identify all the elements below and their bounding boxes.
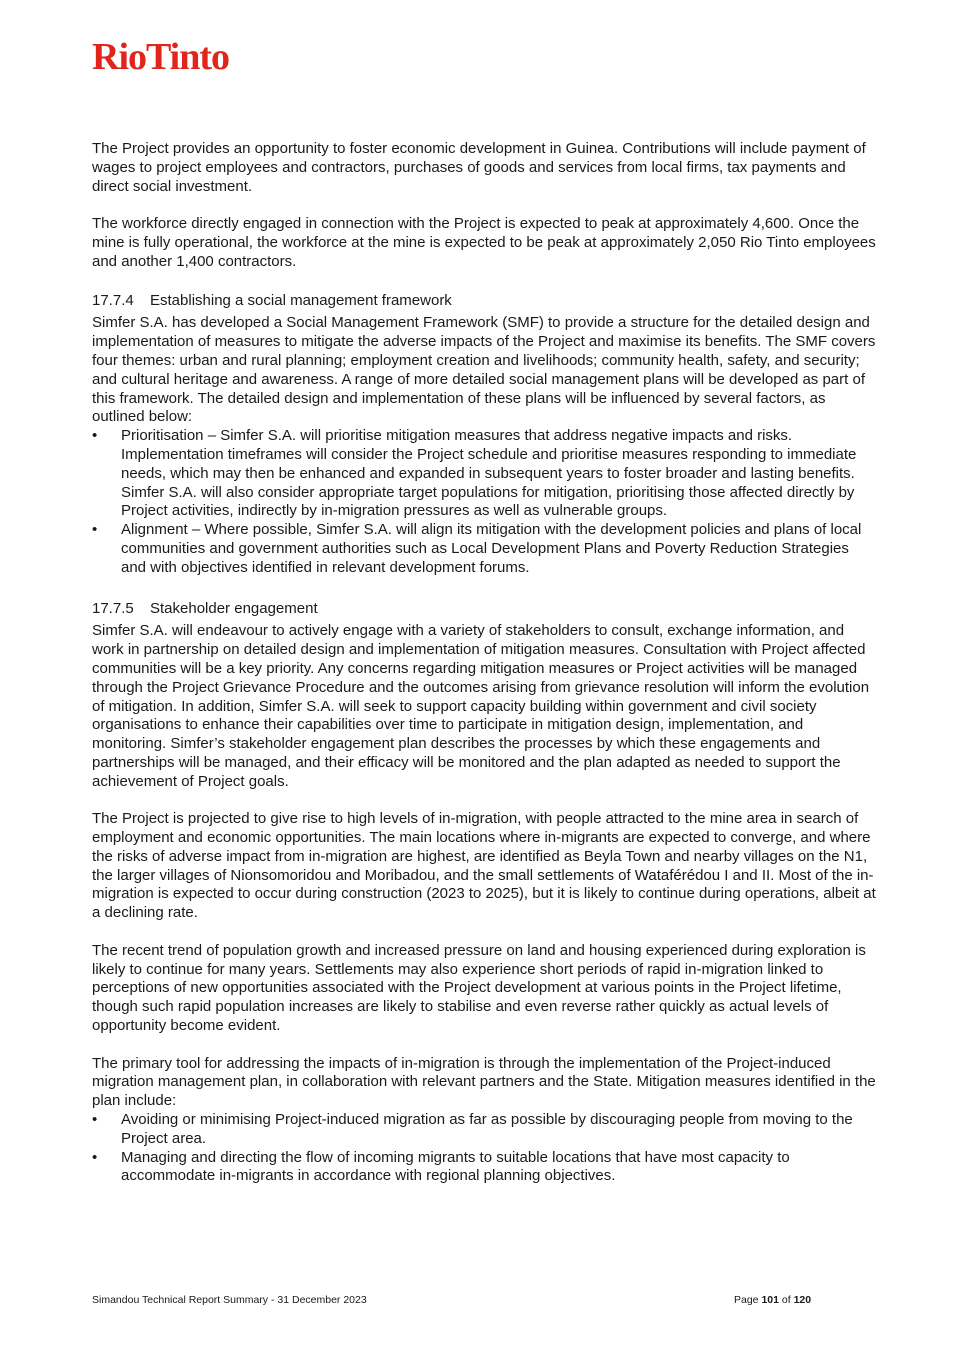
- page-prefix: Page: [734, 1294, 759, 1306]
- list-item: • Avoiding or minimising Project-induced migration as far as possible by discouraging people from moving to the Project area.: [92, 1111, 877, 1149]
- paragraph-stakeholder: Simfer S.A. will endeavour to actively engage with a variety of stakeholders to consult, exchange information, and work in partnership on detailed design and implementation of mitigation measures. Consultation with Project affected communities will be a key priority. Any concerns regarding mitigation measures or Project activities will be managed through the Project Grievance Procedure and the outcomes arising from grievance resolution will inform the evolution of mitigation. In addition, Simfer S.A. will seek to support capacity building within government and civil society organisations to enhance their capabilities over time to participate in mitigation design, implementation, and monitoring. Simfer’s stakeholder engagement plan describes the processes by which these engagements and partnerships will be managed, and their efficacy will be monitored and the plan adapted as needed to support the achievement of Project goals.: [92, 622, 870, 790]
- section-title: Establishing a social management framework: [150, 291, 452, 309]
- footer-page-number: [734, 1294, 811, 1306]
- section-heading-17-7-4: [92, 292, 877, 311]
- list-item: • Alignment – Where possible, Simfer S.A. will align its mitigation with the development policies and plans of local communities and government authorities such as Local Development Plans and Poverty Reduction Strategies and with objectives identified in relevant development forums.: [92, 521, 877, 577]
- paragraph-smf: Simfer S.A. has developed a Social Management Framework (SMF) to provide a structure for the detailed design and implementation of measures to mitigate the adverse impacts of the Project and maximise its benefits. The SMF covers four themes: urban and rural planning; employment creation and livelihoods; community health, safety, and security; and cultural heritage and awareness. A range of more detailed social management plans will be developed as part of this framework. The detailed design and implementation of these plans will be influenced by several factors, as outlined below:: [92, 314, 876, 426]
- document-body: [92, 140, 877, 1186]
- paragraph-migration-plan: The primary tool for addressing the impacts of in-migration is through the implementation of the Project-induced migration management plan, in collaboration with relevant partners and the State. Mitigation measures identified in the plan include:: [92, 1054, 876, 1110]
- page-of: of: [781, 1294, 791, 1306]
- paragraph-in-migration: The Project is projected to give rise to high levels of in-migration, with people attracted to the mine area in search of employment and economic opportunities. The main locations where in-migrants are expected to converge, and where the risks of adverse impact from in-migration are highest, are identified as Beyla Town and nearby villages on the N1, the larger villages of Nionsomoridou and Moribadou, and the small settlements of Wataférédou I and II. Most of the in-migration is expected to occur during construction (2023 to 2025), but it is likely to continue during operations, albeit at a declining rate.: [92, 810, 876, 922]
- paragraph-workforce: The workforce directly engaged in connection with the Project is expected to peak at approximately 4,600. Once the mine is fully operational, the workforce at the mine is expected to be peak at approximately 2,050 Rio Tinto employees and another 1,400 contractors.: [92, 215, 876, 270]
- list-item: • Prioritisation – Simfer S.A. will prioritise mitigation measures that address negative impacts and risks. Implementation timeframes will consider the Project schedule and prioritise measures responding to immediate needs, which may then be enhanced and expanded in subsequent years to foster broader and lasting benefits. Simfer S.A. will also consider appropriate target populations for mitigation, prioritising those affected directly by Project activities, indirectly by in-migration pressures as well as vulnerable groups.: [92, 427, 877, 521]
- section-number: 17.7.4: [92, 291, 134, 309]
- section-heading-17-7-5: [92, 600, 877, 619]
- bullet-list-factors: [92, 427, 877, 577]
- list-item: • Managing and directing the flow of incoming migrants to suitable locations that have most capacity to accommodate in-migrants in accordance with regional planning objectives.: [92, 1149, 877, 1187]
- bullet-list-mitigation: [92, 1111, 877, 1186]
- paragraph-economic-development: The Project provides an opportunity to foster economic development in Guinea. Contributions will include payment of wages to project employees and contractors, purchases of goods and services from local firms, tax payments and direct social investment.: [92, 140, 866, 195]
- page-current: 101: [761, 1294, 779, 1306]
- footer-report-title: Simandou Technical Report Summary - 31 December 2023: [92, 1294, 367, 1306]
- section-number: 17.7.5: [92, 599, 134, 617]
- page-total: 120: [793, 1294, 812, 1306]
- rio-tinto-logo: RioTinto: [92, 36, 230, 78]
- section-title: Stakeholder engagement: [150, 599, 318, 617]
- paragraph-population-growth: The recent trend of population growth and increased pressure on land and housing experienced during exploration is likely to continue for many years. Settlements may also experience short periods of rapid in-migration linked to perceptions of new opportunities associated with the Project development at various points in the Project lifetime, though such rapid population increases are likely to stabilise and even reverse rather quickly as actual levels of opportunity become evident.: [92, 941, 866, 1035]
